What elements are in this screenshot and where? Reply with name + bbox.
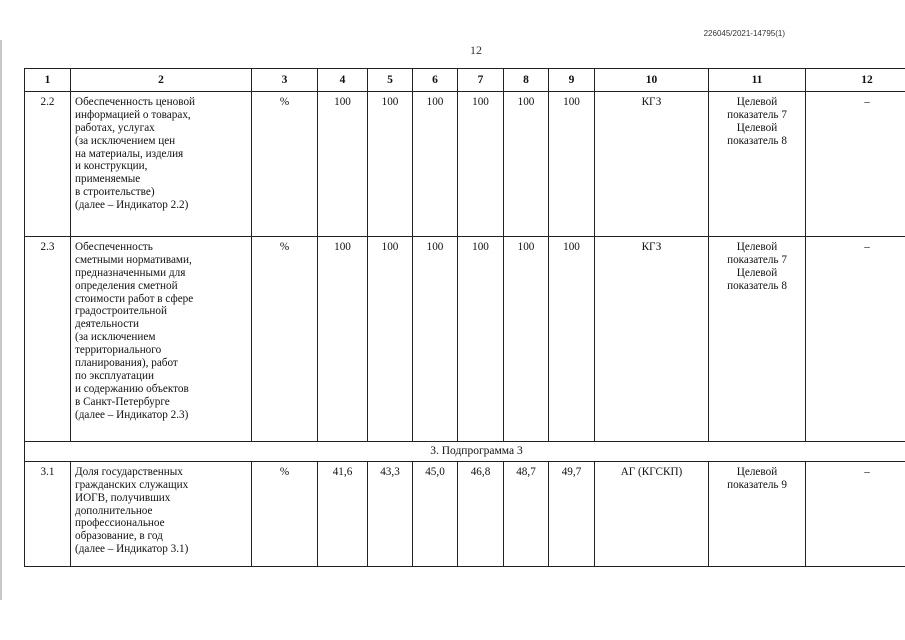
col-header-11: 11	[709, 69, 806, 92]
col-header-4: 4	[318, 69, 368, 92]
value-col-6: 100	[413, 91, 458, 236]
value-col-9: 100	[549, 91, 595, 236]
unit: %	[252, 91, 318, 236]
value-col-9: 100	[549, 236, 595, 441]
document-id: 226045/2021-14795(1)	[703, 29, 785, 38]
value-col-6: 45,0	[413, 461, 458, 566]
responsible: КГЗ	[595, 91, 709, 236]
value-col-4: 41,6	[318, 461, 368, 566]
col-header-5: 5	[368, 69, 413, 92]
value-col-5: 43,3	[368, 461, 413, 566]
table-row-2-2	[25, 91, 905, 236]
value-col-4: 100	[318, 91, 368, 236]
value-col-8: 100	[504, 91, 549, 236]
page-number: 12	[470, 43, 482, 57]
note: –	[806, 461, 905, 566]
value-col-7: 46,8	[458, 461, 504, 566]
row-number: 3.1	[25, 461, 71, 566]
value-col-6: 100	[413, 236, 458, 441]
section-row	[25, 441, 905, 461]
row-number: 2.3	[25, 236, 71, 441]
col-header-2: 2	[71, 69, 252, 92]
col-header-8: 8	[504, 69, 549, 92]
indicator-name: Обеспеченность сметными нормативами, предназначенными для определения сметной стоимости работ в сфере градостроительной деятельности (за исключением территориального планирования), работ по эксплуатации и содержанию объектов в Санкт-Петербурге (далее – Индикатор 2.3)	[71, 236, 252, 441]
value-col-5: 100	[368, 91, 413, 236]
col-header-6: 6	[413, 69, 458, 92]
table-row-3-1	[25, 461, 905, 566]
indicator-name: Обеспеченность ценовой информацией о товарах, работах, услугах (за исключением цен на материалы, изделия и конструкции, применяемые в строительстве) (далее – Индикатор 2.2)	[71, 91, 252, 236]
col-header-1: 1	[25, 69, 71, 92]
value-col-9: 49,7	[549, 461, 595, 566]
row-number: 2.2	[25, 91, 71, 236]
note: –	[806, 91, 905, 236]
target-indicator: Целевой показатель 9	[709, 461, 806, 566]
value-col-8: 48,7	[504, 461, 549, 566]
section-title: 3. Подпрограмма 3	[25, 441, 905, 461]
indicator-name: Доля государственных гражданских служащих ИОГВ, получивших дополнительное профессиональное образование, в год (далее – Индикатор 3.1)	[71, 461, 252, 566]
col-header-12: 12	[806, 69, 905, 92]
col-header-9: 9	[549, 69, 595, 92]
col-header-7: 7	[458, 69, 504, 92]
col-header-10: 10	[595, 69, 709, 92]
unit: %	[252, 236, 318, 441]
indicators-table	[24, 68, 905, 567]
target-indicator: Целевой показатель 7 Целевой показатель 8	[709, 91, 806, 236]
scan-edge	[0, 40, 2, 600]
col-header-3: 3	[252, 69, 318, 92]
responsible: АГ (КГСКП)	[595, 461, 709, 566]
value-col-7: 100	[458, 236, 504, 441]
target-indicator: Целевой показатель 7 Целевой показатель 8	[709, 236, 806, 441]
table-row-2-3	[25, 236, 905, 441]
value-col-5: 100	[368, 236, 413, 441]
value-col-8: 100	[504, 236, 549, 441]
value-col-7: 100	[458, 91, 504, 236]
value-col-4: 100	[318, 236, 368, 441]
responsible: КГЗ	[595, 236, 709, 441]
unit: %	[252, 461, 318, 566]
note: –	[806, 236, 905, 441]
header-row	[25, 69, 905, 92]
